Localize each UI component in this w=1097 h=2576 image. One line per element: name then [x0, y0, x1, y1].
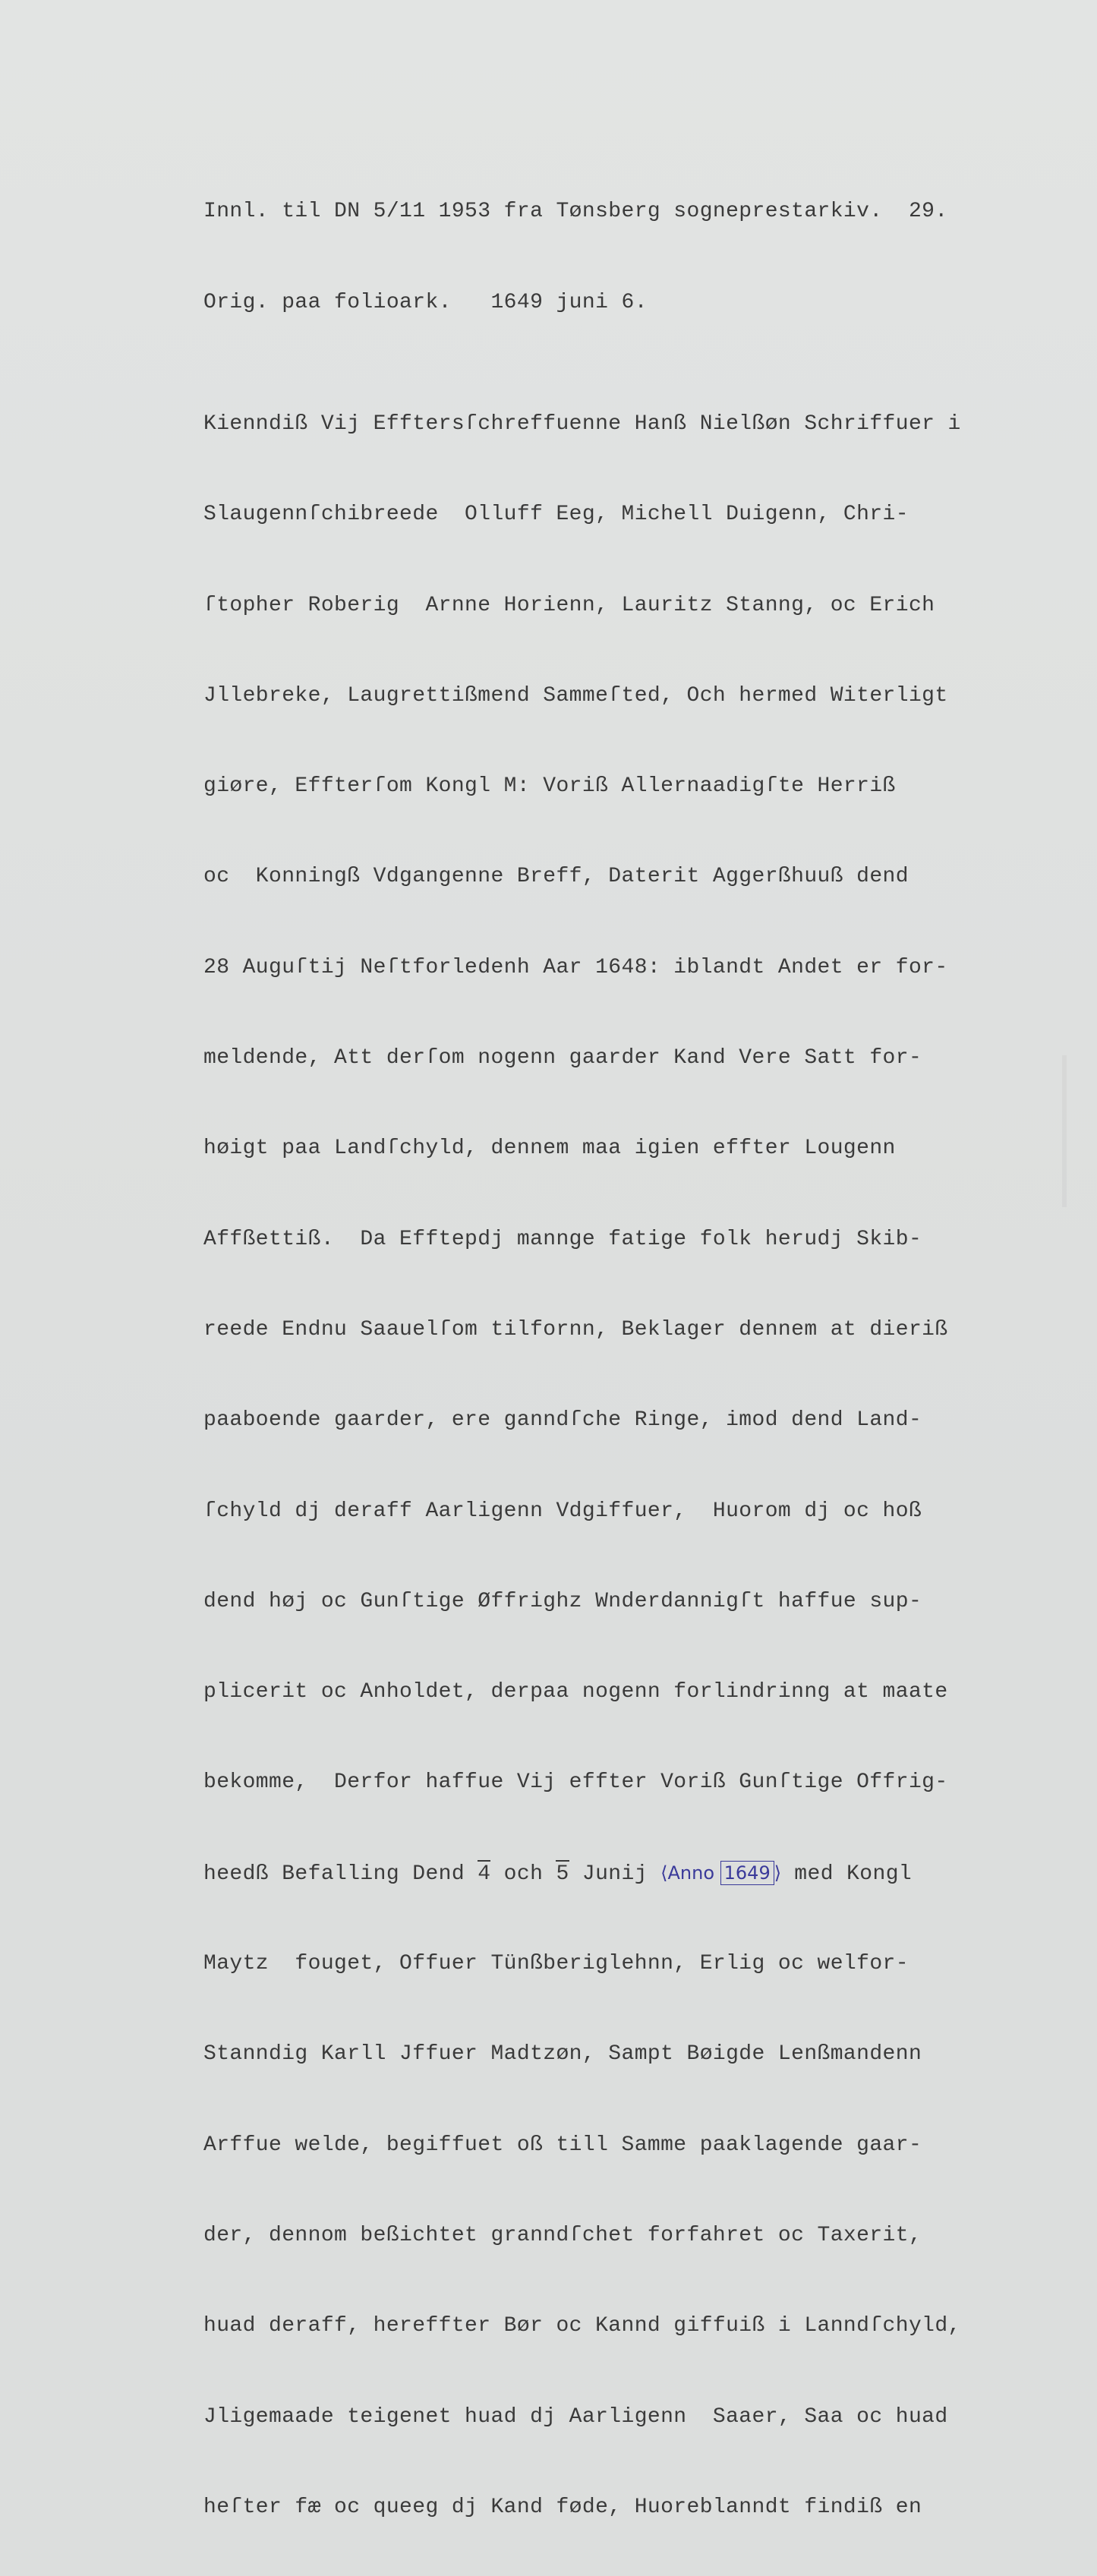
- body-line: giøre, Effterſom Kongl M: Voriß Allernaadigſte Herriß: [203, 774, 896, 799]
- body-line: dend høj oc Gunſtige Øffrighz Wnderdannigſt haffue sup-: [203, 1589, 922, 1613]
- body-line: ſchyld dj deraff Aarligenn Vdgiffuer, Huorom dj oc hoß: [203, 1499, 922, 1523]
- body-line: Affßettiß. Da Efftерdj mannge fatige folk herudj Skib-: [203, 1227, 922, 1251]
- body-line: Jligemaade teigenet huad dj Aarligenn Saaer, Saa oc huad: [203, 2404, 948, 2429]
- line-suffix: med Kongl: [781, 1862, 913, 1886]
- body-line: Maytz fouget, Offuer Tünßberiglehnn, Erlig oc welfor-: [203, 1952, 909, 1976]
- document-body: [203, 355, 961, 2576]
- body-line: oc Konningß Vdgangenne Breff, Daterit Aggerßhuuß dend: [203, 865, 909, 889]
- body-line: meldende, Att derſom nogenn gaarder Kand Vere Satt for-: [203, 1046, 922, 1070]
- body-line: Arffue welde, begiffuet oß till Samme paaklagende gaar-: [203, 2133, 922, 2157]
- body-line-with-annotation: [203, 1852, 961, 1895]
- body-line: bekomme, Derfor haffue Vij effter Voriß Gunſtige Offrig-: [203, 1770, 948, 1795]
- note-close-bracket: ⟩: [774, 1862, 782, 1884]
- body-line: høigt paa Landſchyld, dennem maa igien effter Lougenn: [203, 1137, 896, 1161]
- paper-edge-shadow: [1062, 1055, 1067, 1207]
- body-line: paaboende gaarder, ere ganndſche Ringe, imod dend Land-: [203, 1408, 922, 1433]
- handwritten-note: [660, 1862, 781, 1884]
- header-line-1: Innl. til DN 5/11 1953 fra Tønsberg sogneprestarkiv. 29.: [203, 200, 948, 223]
- body-line: 28 Auguſtij Neſtforledenh Aar 1648: iblandt Andet er for-: [203, 955, 948, 979]
- line-prefix: heedß Befalling Dend: [203, 1862, 478, 1886]
- body-line: Stanndig Karll Jffuer Madtzøn, Sampt Bøigde Lenßmandenn: [203, 2042, 922, 2067]
- body-line: heſter fæ oc queeg dj Kand føde, Huoreblanndt findiß en: [203, 2495, 922, 2519]
- body-line: Jllebreke, Laugrettißmend Sammeſted, Och hermed Witerligt: [203, 683, 948, 708]
- body-line: Kienndiß Vij Efftersſchreffuenne Hanß Nielßøn Schriffuer i: [203, 412, 961, 436]
- note-open-bracket: ⟨: [660, 1862, 668, 1884]
- document-header: [203, 143, 948, 372]
- junij-text: Junij: [569, 1862, 661, 1886]
- note-year-boxed: 1649: [720, 1861, 774, 1885]
- body-line: huad deraff, hereffter Bør oc Kannd giffuiß i Lanndſchyld,: [203, 2314, 961, 2338]
- och-text: och: [490, 1862, 556, 1886]
- day-5: 5: [556, 1860, 569, 1886]
- body-line: ſtopher Roberig Arnne Horienn, Lauritz Stanng, oc Erich: [203, 593, 935, 617]
- header-line-2: Orig. paa folioark. 1649 juni 6.: [203, 291, 648, 314]
- body-line: reede Endnu Saauelſom tilfornn, Beklager dennem at dieriß: [203, 1317, 948, 1342]
- body-line: plicerit oc Anholdet, derpaa nogenn forlindrinng at maate: [203, 1680, 948, 1704]
- body-line: Slaugennſchibreede Olluff Eeg, Michell Duigenn, Chri-: [203, 503, 909, 527]
- note-anno: Anno: [667, 1862, 720, 1884]
- body-line: der, dennom beßichtet granndſchet forfahret oc Taxerit,: [203, 2223, 922, 2247]
- day-4: 4: [478, 1860, 490, 1886]
